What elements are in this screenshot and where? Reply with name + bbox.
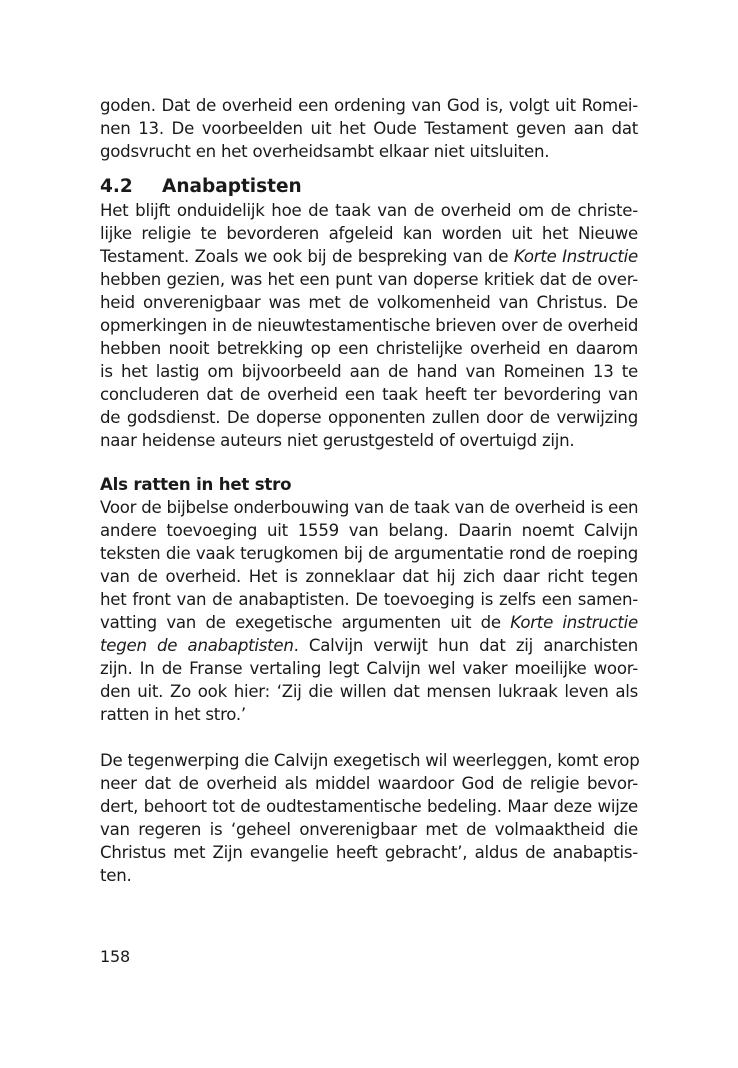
text-run: . Calvijn verwijt hun dat zij anarchisten [293, 636, 638, 655]
text-line: andere toevoeging uit 1559 van belang. Daarin noemt Calvijn [100, 521, 638, 540]
text-line: neer dat de overheid als middel waardoor God de religie bevor- [100, 774, 638, 793]
text-line: van regeren is ‘geheel onverenigbaar met de volmaaktheid die [100, 820, 638, 839]
text-line [100, 634, 638, 657]
italic-title: Korte instructie [510, 613, 638, 632]
text-line: den uit. Zo ook hier: ‘Zij die willen dat mensen lukraak leven als [100, 682, 638, 701]
text-line: van de overheid. Het is zonneklaar dat hij zich daar richt tegen [100, 567, 638, 586]
section-title: Anabaptisten [162, 176, 302, 197]
text-line: hebben nooit betrekking op een christelijke overheid en daarom [100, 339, 638, 358]
text-line: lijke religie te bevorderen afgeleid kan worden uit het Nieuwe [100, 224, 638, 243]
text-line: ten. [100, 866, 132, 885]
section-number: 4.2 [100, 176, 133, 197]
text-line: goden. Dat de overheid een ordening van God is, volgt uit Romei- [100, 96, 638, 115]
text-line: de godsdienst. De doperse opponenten zullen door de verwijzing [100, 408, 638, 427]
text-run: vatting van de exegetische argumenten uit de [100, 613, 511, 632]
text-line: zijn. In de Franse vertaling legt Calvijn wel vaker moeilijke woor- [100, 659, 638, 678]
text-line: is het lastig om bijvoorbeeld aan de hand van Romeinen 13 te [100, 362, 638, 381]
intro-paragraph [100, 94, 638, 163]
text-line: naar heidense auteurs niet gerustgesteld of overtuigd zijn. [100, 431, 575, 450]
text-line [100, 245, 638, 268]
subheading: Als ratten in het stro [100, 475, 292, 494]
text-line: het front van de anabaptisten. De toevoeging is zelfs een samen- [100, 590, 638, 609]
italic-title: Korte Instructie [513, 247, 638, 266]
text-line: ratten in het stro.’ [100, 705, 246, 724]
text-line: Christus met Zijn evangelie heeft gebracht’, aldus de anabaptis- [100, 843, 638, 862]
paragraph-1 [100, 199, 638, 452]
text-line: teksten die vaak terugkomen bij de argumentatie rond de roeping [100, 544, 638, 563]
page-body [100, 94, 638, 887]
text-line: hebben gezien, was het een punt van doperse kritiek dat de over- [100, 270, 638, 289]
paragraph-gap [100, 726, 638, 749]
text-line: Het blijft onduidelijk hoe de taak van de overheid om de christe- [100, 201, 638, 220]
text-line: opmerkingen in de nieuwtestamentische brieven over de overheid [100, 316, 639, 335]
text-line: nen 13. De voorbeelden uit het Oude Testament geven aan dat [100, 119, 638, 138]
text-line: heid onverenigbaar was met de volkomenheid van Christus. De [100, 293, 638, 312]
text-line: dert, behoort tot de oudtestamentische bedeling. Maar deze wijze [100, 797, 638, 816]
paragraph-3 [100, 749, 638, 887]
italic-title: tegen de anabaptisten [100, 636, 294, 655]
paragraph-2 [100, 496, 638, 726]
text-line: godsvrucht en het overheidsambt elkaar niet uitsluiten. [100, 142, 550, 161]
section-heading [100, 175, 638, 199]
text-run: Testament. Zoals we ook bij de bespreking van de [100, 247, 514, 266]
text-line [100, 611, 638, 634]
text-line: Voor de bijbelse onderbouwing van de taak van de overheid is een [100, 498, 639, 517]
page-number: 158 [100, 947, 130, 966]
text-line: De tegenwerping die Calvijn exegetisch wil weerleggen, komt erop [100, 751, 640, 770]
text-line: concluderen dat de overheid een taak heeft ter bevordering van [100, 385, 638, 404]
